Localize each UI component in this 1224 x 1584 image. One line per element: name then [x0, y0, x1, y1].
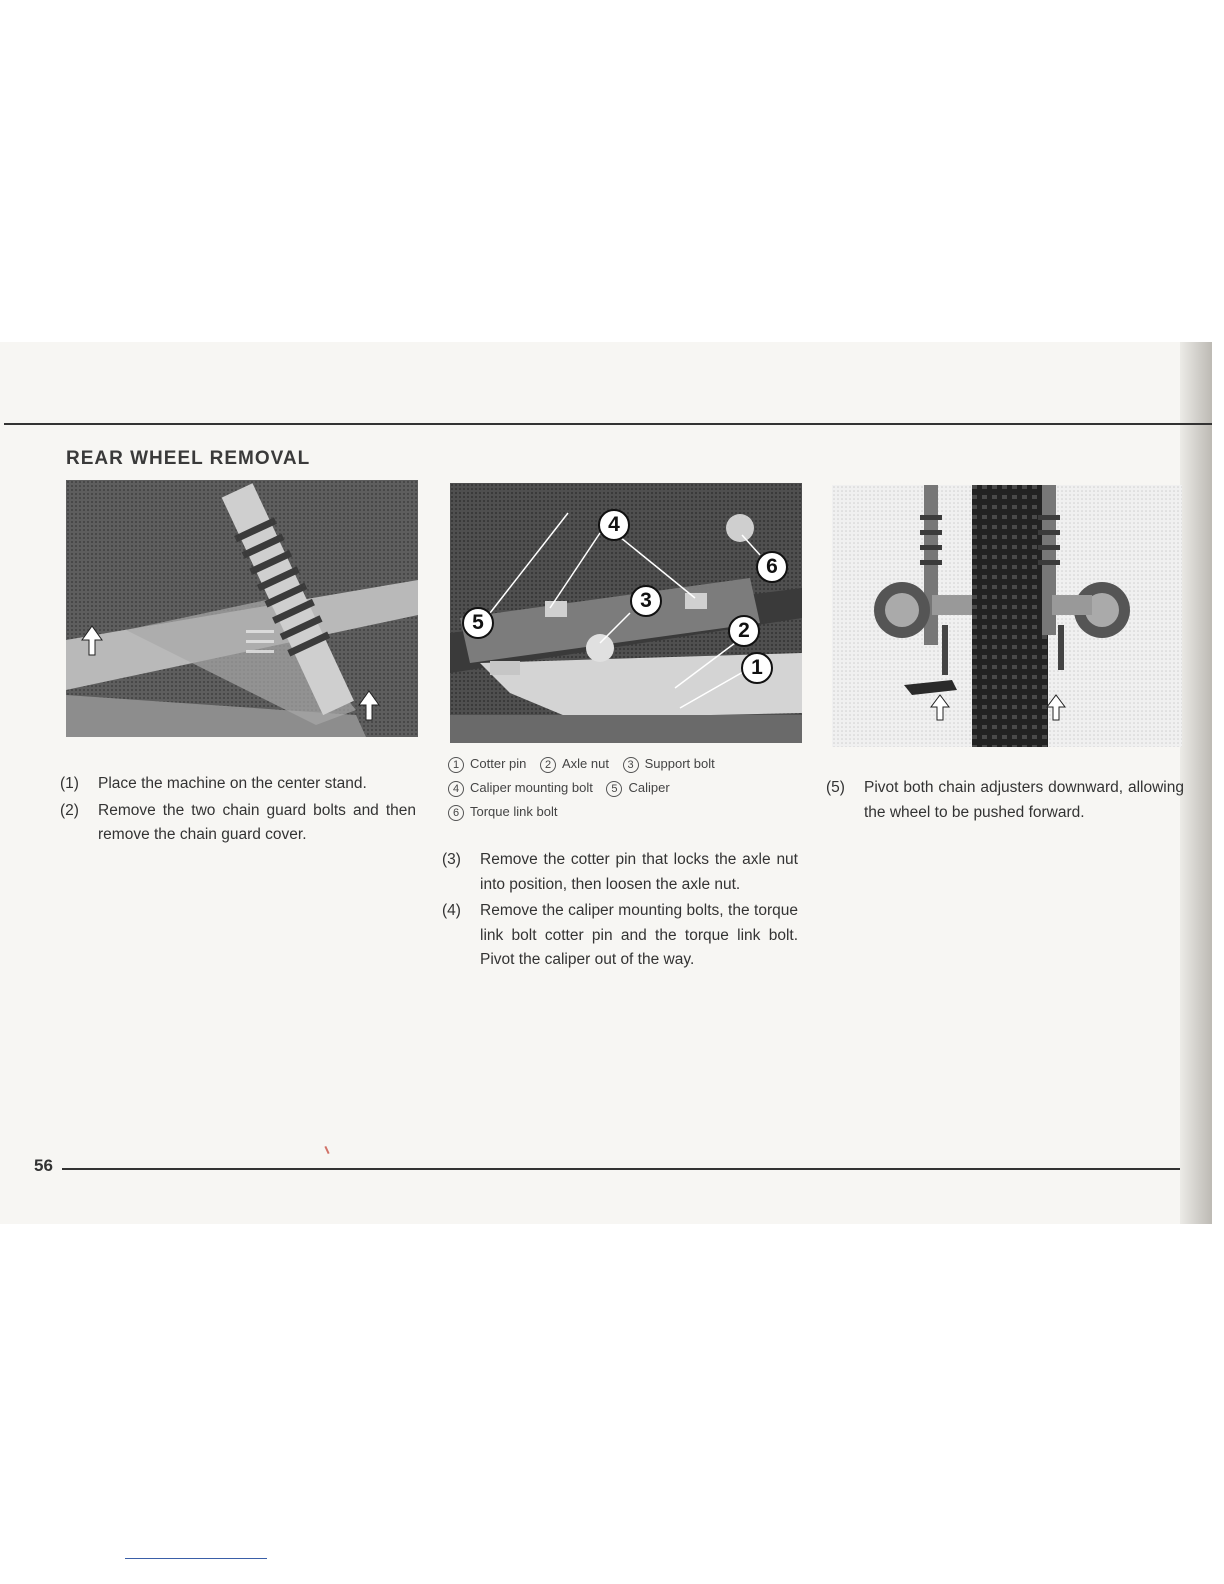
- steps-column-2: [442, 848, 798, 975]
- top-rule: [4, 423, 1212, 425]
- page-edge-shadow: [1180, 342, 1212, 1224]
- legend-label: Caliper mounting bolt: [470, 780, 593, 795]
- photo-chain-adjusters-graphic: [832, 485, 1182, 747]
- legend-number: 1: [448, 757, 464, 773]
- callout-4: 4: [598, 509, 630, 541]
- legend-number: 4: [448, 781, 464, 797]
- step-text: Remove the two chain guard bolts and then remove the chain guard cover.: [98, 801, 416, 843]
- step-number: (4): [442, 902, 461, 919]
- step-number: (2): [60, 801, 79, 819]
- step-text: Remove the cotter pin that locks the axle nut into position, then loosen the axle nut.: [480, 851, 798, 893]
- step-number: (3): [442, 851, 461, 868]
- step-number: (1): [60, 775, 79, 792]
- legend-item: [448, 776, 593, 800]
- legend-number: 2: [540, 757, 556, 773]
- step-number: (5): [826, 779, 845, 796]
- photo-chain-adjusters: [832, 485, 1182, 747]
- section-title: REAR WHEEL REMOVAL: [66, 448, 311, 469]
- legend-row: [448, 800, 808, 824]
- legend-number: 3: [623, 757, 639, 773]
- legend-number: 5: [606, 781, 622, 797]
- callout-5: 5: [462, 607, 494, 639]
- photo-chain-guard: [66, 480, 418, 737]
- steps-column-1: [60, 772, 416, 850]
- link-underline: [125, 1558, 267, 1559]
- legend-item: [448, 752, 526, 776]
- legend-item: [623, 752, 715, 776]
- step-2: [60, 799, 416, 848]
- callout-3: 3: [630, 585, 662, 617]
- legend-label: Caliper: [628, 780, 670, 795]
- legend-label: Axle nut: [562, 756, 609, 771]
- step-3: [442, 848, 798, 897]
- step-text: Pivot both chain adjusters downward, allowing the wheel to be pushed forward.: [864, 779, 1184, 821]
- legend-item: [606, 776, 669, 800]
- photo-legend: [448, 752, 808, 824]
- steps-column-3: [826, 776, 1184, 827]
- step-1: [60, 772, 416, 797]
- step-text: Place the machine on the center stand.: [98, 775, 367, 792]
- step-4: [442, 899, 798, 973]
- legend-label: Support bolt: [644, 756, 715, 771]
- legend-number: 6: [448, 805, 464, 821]
- bottom-rule: [62, 1168, 1180, 1170]
- legend-item: [540, 752, 609, 776]
- legend-row: [448, 752, 808, 776]
- photo-chain-guard-graphic: [66, 480, 418, 737]
- legend-row: [448, 776, 808, 800]
- step-text: Remove the caliper mounting bolts, the torque link bolt cotter pin and the torque link bolt. Pivot the caliper out of the way.: [480, 902, 798, 968]
- callout-6: 6: [756, 551, 788, 583]
- legend-item: [448, 800, 557, 824]
- legend-label: Torque link bolt: [470, 804, 558, 819]
- callout-2: 2: [728, 615, 760, 647]
- step-5: [826, 776, 1184, 825]
- legend-label: Cotter pin: [470, 756, 527, 771]
- callout-1: 1: [741, 652, 773, 684]
- page-number: 56: [34, 1156, 53, 1175]
